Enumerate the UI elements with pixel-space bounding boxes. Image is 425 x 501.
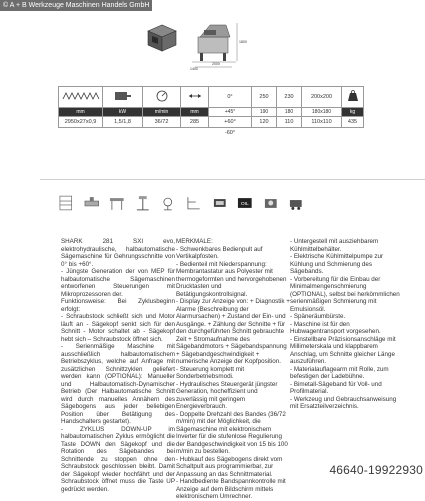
specifications-table [58, 86, 364, 138]
spec-empty-cell [59, 128, 103, 139]
spec-blade-dimension: 2950x27x0,9 [59, 117, 103, 128]
spec-header-row [59, 108, 364, 117]
spec-speed: 36/72 [143, 117, 181, 128]
spec-header-power: kW [103, 108, 143, 117]
spec-height: 285 [181, 117, 209, 128]
spec-header-weight: kg [342, 108, 364, 117]
description-column-2 [176, 238, 290, 501]
clamp-icon [82, 192, 102, 214]
spec-empty-cell [342, 128, 364, 139]
spec-icon-row [59, 87, 364, 108]
spec-value-row-2 [59, 128, 364, 139]
spec-rect-0: 200x200 [302, 87, 342, 108]
spec-rect-60: 110x110 [302, 117, 342, 128]
machine-box-icon [148, 25, 176, 51]
roller-icon [158, 192, 178, 214]
spec-value-row [59, 117, 364, 128]
machine-dimension-drawing [140, 17, 250, 72]
blade-speed-icon [143, 87, 181, 108]
weight-icon [342, 87, 364, 108]
compressor-icon [286, 192, 306, 214]
blade-height-icon [181, 87, 209, 108]
saw-machine-icon [192, 23, 237, 67]
spec-empty-cell [103, 128, 143, 139]
dimension-height-label: 1800 [239, 40, 247, 44]
copyright-label: © A + B Werkzeuge Maschinen Handels GmbH [0, 0, 152, 11]
dimension-length-label: 2000 [212, 62, 220, 66]
oil-icon [235, 192, 255, 214]
support-icon [133, 192, 153, 214]
oil-label: OIL [241, 201, 249, 207]
gauge-icon [210, 192, 230, 214]
spec-angle-0: 0° [209, 87, 252, 108]
dimension-width-label: 1400 [190, 67, 198, 71]
rack-icon [56, 192, 76, 214]
spec-header-square: 180 [277, 108, 302, 117]
motor-icon [103, 87, 143, 108]
spec-square-0: 230 [277, 87, 302, 108]
spec-round-60: 120 [252, 117, 277, 128]
spec-empty-cell [302, 128, 342, 139]
spec-empty-cell [252, 128, 277, 139]
spec-weight: 435 [342, 117, 364, 128]
spec-header-height: mm [181, 108, 209, 117]
section-divider [40, 179, 425, 180]
features-text: MERKMALE: - Schwenkbares Bedienpult auf Vertikalpfosten. - Bedienteil mit Niederspannung: Membrantastatur aus Polyester mit thermogeformten und hervorgehobenen Drucktasten und Betätigungskontrollsignal. - Display zur Anzeige von: + Diagnostik + Alarme (Beschreibung der Alarmursachen) + Zustand der Ein- und Ausgänge. + Zählung der Schnitte + für den durchgeführten Schnitt gebrauchte Zeit + Stromaufnahme des Sägebandmotors + Sägebandspannung + Sägebandgeschwindigkeit + numerische Anzeige der Kopfposition. - Steuerung komplett mit Sonderbetriebsmodi. - Hydraulisches Steuergerät jüngster Generation, hocheffizient und zuverlässig mit geringem Energieverbrauch. - Doppelte Drehzahl des Bandes (36/72 m/min) mit der Möglichkeit, die Sägemaschine mit elektronischem Inverter für die stufenlose Regulierung der Bandgeschwindigkeit von 15 bis 100 m/min zu bestellen. - Hubkauf des Sägebogens direkt vom Schaltpult aus programmierbar, zur Anpassung an das Schnittmaterial. - Handbediente Bandspannkontrolle mit Anzeige auf dem Bildschirm mittels elektronischem Umrechner. [176, 238, 290, 500]
spec-angle-60: +60° [209, 117, 252, 128]
coolant-icon [261, 192, 281, 214]
description-text-1: SHARK 281 SXI evo, elektrohydraulische, halbautomatische Sägemaschine für Gehrungsschnitte von 0° bis +60°. - Jüngste Generation der von MEP für halbautomatische Sägemaschinen entworfenen Steuerungen mit Mikroprozessoren der. Funktionsweise: Bei Zyklusbeginn erfolgt: - Schraubstock schließt sich und Motor läuft an - Sägekopf senkt sich für den Schnitt - Motor schaltet ab - Sägekopf hebt sich – Schraubstock öffnet sich. - Serienmäßige Maschine mit ausschließlich halbautomatischem Betriebszyklus, welche auf Anfrage mit zusätzlichen Schnittzyklen geliefert werden kann (OPTIONAL): Manueller und Halbautomatisch-Dynamischer Betrieb (Der Halbautomatische Schnitt wird durch manuelles Annähern des Sägebogens aus jeder beliebigen Position über Betätigung des Handschalters gestartet). - ZYKLUS DOWN-UP im halbautomatischen Zyklus ermöglicht die Taste DOWN den Sägekopf und die Rotation des Sägebandes bei Schnittende zu stoppen ohne den Schraubstock geschlossen bleibt. Damit der Sägekopf wieder hochfährt und der Schraubstock öffnet muss die Taste UP gedrückt werden. [61, 238, 175, 493]
features-text-continued: - Untergestell mit ausziehbarem Kühlmittelbehälter. - Elektrische Kühlmittelpumpe zur Kühlung und Schmierung des Sägebands. - Vorbereitung für die Einbau der Minimalmengenschmierung (OPTIONAL), selbst bei herkömmlichen serienmäßigen Schmierung mit Emulsionsöl. - Späneräumbürste. - Maschine ist für den Hubwagentransport vorgesehen. - Einstellbare Präzisionsanschläge mit Millimeterskala und klappbarem Anschlag, um Schnitte gleicher Länge auszuführen. - Materialauflagearm mit Rolle, zum befestigen der Ladebühne. - Bimetall-Sägeband für Voll- und Profilmaterial. - Werkzeug und Gebrauchsanweisung mit Ersatzteilverzeichnis. [290, 238, 400, 410]
spec-header-speed: m/min [143, 108, 181, 117]
spec-angle-minus60: -60° [224, 130, 236, 136]
description-column-3 [290, 238, 404, 411]
spec-empty-cell [277, 128, 302, 139]
frame-icon [184, 192, 204, 214]
spec-round-0: 250 [252, 87, 277, 108]
accessory-icon-row [56, 190, 306, 216]
saw-blade-icon [59, 87, 103, 108]
spec-header-rect: 180x180 [302, 108, 342, 117]
description-column-1 [61, 238, 175, 493]
listing-id-watermark: 46640-19922930 [329, 463, 423, 477]
spec-power: 1,5/1,8 [103, 117, 143, 128]
spec-empty-cell [143, 128, 181, 139]
table-icon [107, 192, 127, 214]
spec-empty-cell [181, 128, 209, 139]
spec-square-60: 110 [277, 117, 302, 128]
spec-header-round: 190 [252, 108, 277, 117]
spec-header-angle: +45° [209, 108, 252, 117]
spec-header-blade: mm [59, 108, 103, 117]
